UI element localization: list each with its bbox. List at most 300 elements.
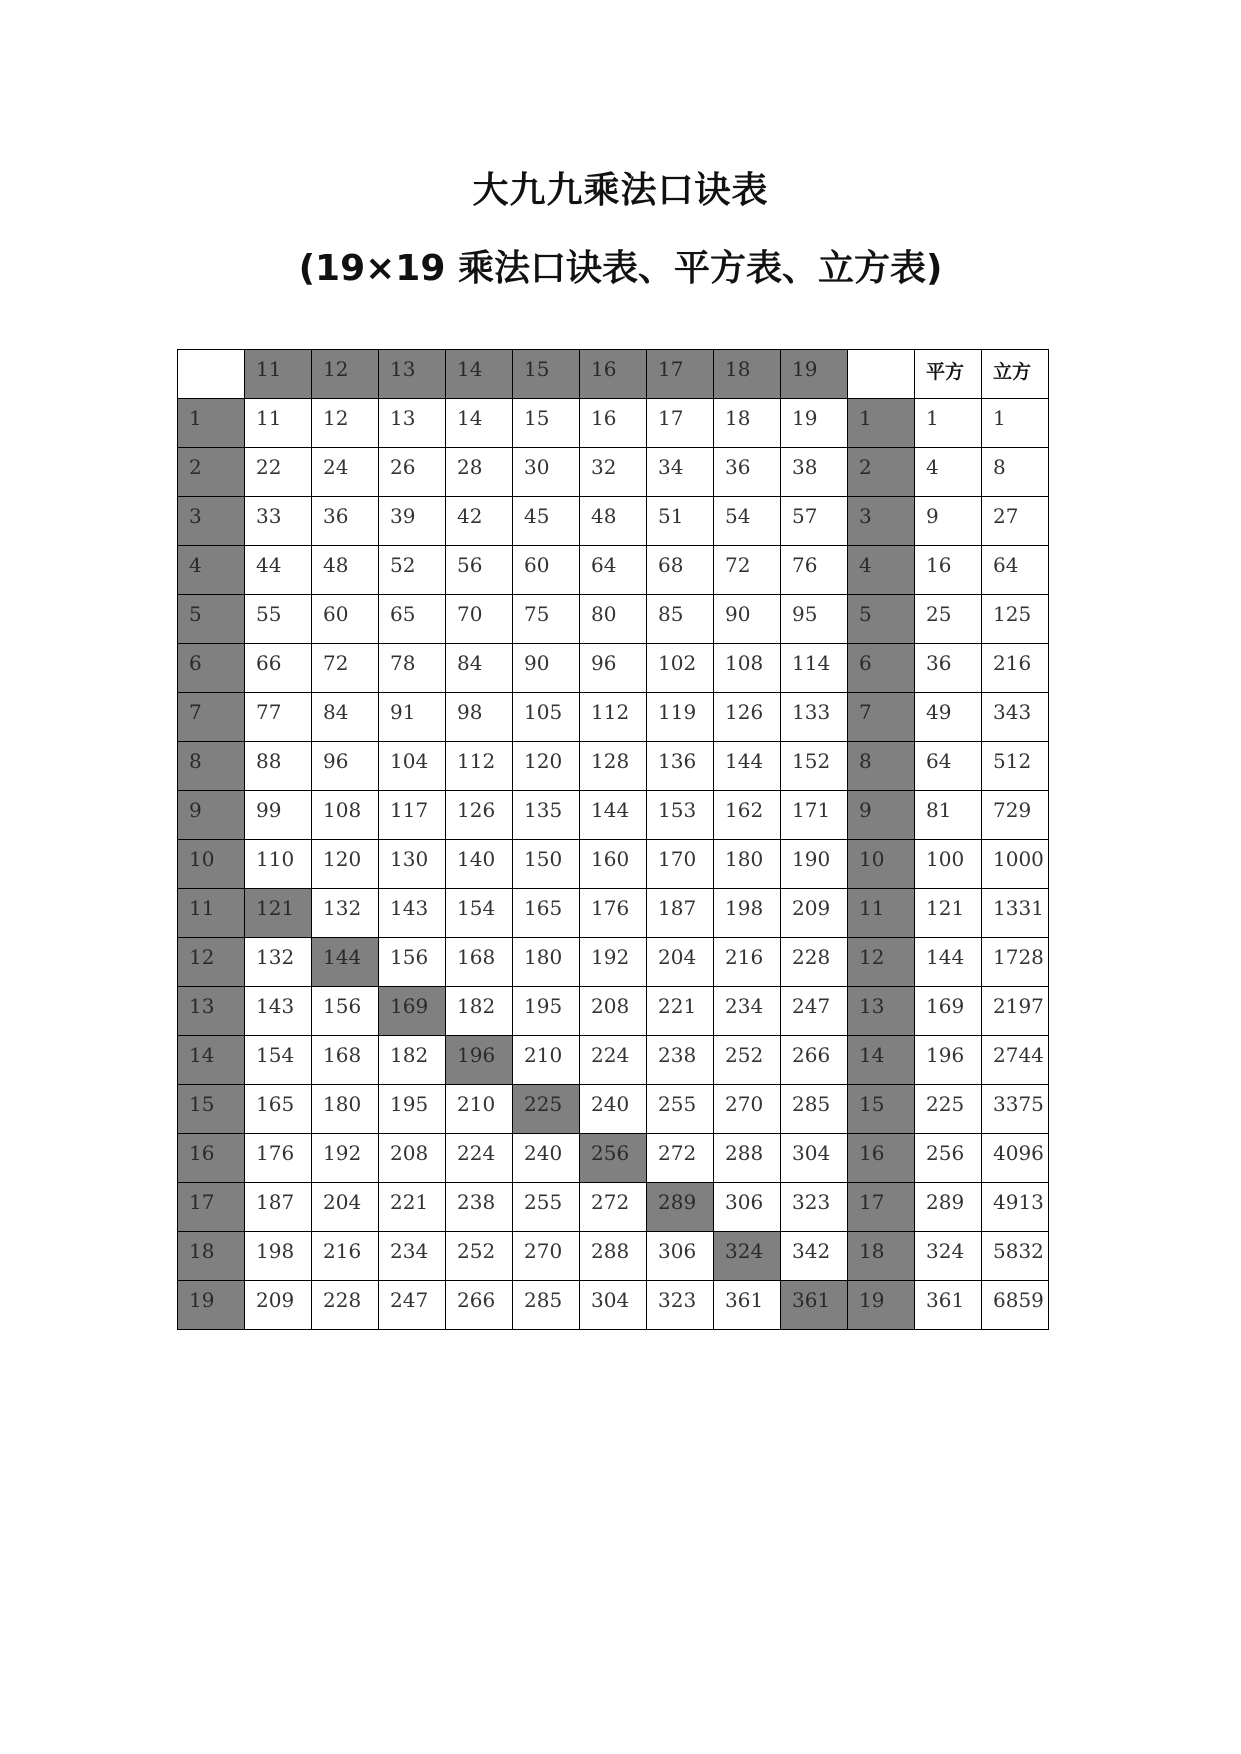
table-cell <box>446 938 513 987</box>
cell-value: 48 <box>591 504 617 528</box>
cell-value: 168 <box>457 945 496 969</box>
table-cell <box>245 546 312 595</box>
cell-value: 13 <box>189 994 215 1018</box>
table-cell <box>245 497 312 546</box>
table-cell <box>178 399 245 448</box>
cell-value: 153 <box>658 798 697 822</box>
table-cell <box>982 1085 1049 1134</box>
table-row <box>178 644 1049 693</box>
table-cell <box>982 693 1049 742</box>
cell-value: 324 <box>725 1239 764 1263</box>
table-cell <box>379 742 446 791</box>
cell-value: 90 <box>524 651 550 675</box>
cell-value: 8 <box>189 749 202 773</box>
table-cell <box>580 644 647 693</box>
cell-value: 8 <box>993 455 1006 479</box>
table-row <box>178 938 1049 987</box>
table-cell <box>647 1183 714 1232</box>
cell-value: 247 <box>792 994 831 1018</box>
table-cell <box>446 1085 513 1134</box>
table-cell <box>446 644 513 693</box>
cell-value: 114 <box>792 651 831 675</box>
cell-value: 85 <box>658 602 684 626</box>
table-cell <box>714 497 781 546</box>
table-cell <box>379 889 446 938</box>
table-cell <box>647 791 714 840</box>
cell-value: 144 <box>323 945 362 969</box>
cell-value: 252 <box>457 1239 496 1263</box>
table-cell <box>781 1232 848 1281</box>
cell-value: 12 <box>189 945 215 969</box>
cell-value: 52 <box>390 553 416 577</box>
cell-value: 252 <box>725 1043 764 1067</box>
table-cell <box>915 644 982 693</box>
table-cell <box>178 987 245 1036</box>
table-cell <box>714 889 781 938</box>
table-cell <box>379 938 446 987</box>
cell-value: 176 <box>591 896 630 920</box>
cell-value: 64 <box>591 553 617 577</box>
cell-value: 108 <box>323 798 362 822</box>
cell-value: 17 <box>189 1190 215 1214</box>
header-cell-text: 14 <box>457 357 483 381</box>
cell-value: 240 <box>591 1092 630 1116</box>
table-cell <box>982 546 1049 595</box>
cell-value: 95 <box>792 602 818 626</box>
header-cell-text: 平方 <box>926 361 965 383</box>
cell-value: 4 <box>859 553 872 577</box>
header-cell-text: 19 <box>792 357 818 381</box>
table-cell <box>446 693 513 742</box>
header-cell-text: 11 <box>256 357 282 381</box>
cell-value: 17 <box>658 406 684 430</box>
table-cell <box>647 938 714 987</box>
table-cell <box>848 938 915 987</box>
cell-value: 224 <box>457 1141 496 1165</box>
table-cell <box>245 1134 312 1183</box>
cell-value: 102 <box>658 651 697 675</box>
cell-value: 15 <box>524 406 550 430</box>
table-cell <box>781 791 848 840</box>
cell-value: 9 <box>926 504 939 528</box>
table-cell <box>178 595 245 644</box>
table-cell <box>915 742 982 791</box>
header-cell-text: 13 <box>390 357 416 381</box>
table-cell <box>647 742 714 791</box>
cell-value: 13 <box>390 406 416 430</box>
table-cell <box>647 1085 714 1134</box>
cell-value: 49 <box>926 700 952 724</box>
table-cell <box>848 595 915 644</box>
table-cell <box>178 693 245 742</box>
table-cell <box>178 448 245 497</box>
cell-value: 32 <box>591 455 617 479</box>
table-cell <box>647 1036 714 1085</box>
cell-value: 4096 <box>993 1141 1044 1165</box>
table-cell <box>982 497 1049 546</box>
table-cell <box>647 987 714 1036</box>
table-cell <box>714 1183 781 1232</box>
table-cell <box>781 644 848 693</box>
header-cell <box>982 350 1049 399</box>
table-cell <box>379 497 446 546</box>
cell-value: 324 <box>926 1239 965 1263</box>
cell-value: 198 <box>725 896 764 920</box>
table-cell <box>312 693 379 742</box>
header-cell <box>513 350 580 399</box>
cell-value: 48 <box>323 553 349 577</box>
cell-value: 225 <box>926 1092 965 1116</box>
table-cell <box>580 840 647 889</box>
table-cell <box>848 644 915 693</box>
cell-value: 1728 <box>993 945 1044 969</box>
cell-value: 105 <box>524 700 563 724</box>
table-cell <box>178 742 245 791</box>
table-cell <box>312 546 379 595</box>
table-cell <box>915 1134 982 1183</box>
table-cell <box>446 742 513 791</box>
table-row <box>178 840 1049 889</box>
table-cell <box>647 1281 714 1330</box>
cell-value: 2197 <box>993 994 1044 1018</box>
cell-value: 44 <box>256 553 282 577</box>
cell-value: 132 <box>256 945 295 969</box>
cell-value: 60 <box>323 602 349 626</box>
table-cell <box>178 1232 245 1281</box>
cell-value: 24 <box>323 455 349 479</box>
cell-value: 288 <box>725 1141 764 1165</box>
cell-value: 68 <box>658 553 684 577</box>
cell-value: 2744 <box>993 1043 1044 1067</box>
cell-value: 126 <box>725 700 764 724</box>
table-cell <box>848 1232 915 1281</box>
cell-value: 81 <box>926 798 952 822</box>
table-cell <box>513 1281 580 1330</box>
table-cell <box>714 742 781 791</box>
table-cell <box>245 693 312 742</box>
cell-value: 256 <box>591 1141 630 1165</box>
table-cell <box>312 1134 379 1183</box>
table-cell <box>781 497 848 546</box>
header-cell <box>714 350 781 399</box>
table-cell <box>446 448 513 497</box>
cell-value: 256 <box>926 1141 965 1165</box>
cell-value: 11 <box>189 896 215 920</box>
cell-value: 72 <box>725 553 751 577</box>
cell-value: 3375 <box>993 1092 1044 1116</box>
table-cell <box>781 742 848 791</box>
table-cell <box>513 595 580 644</box>
table-cell <box>580 742 647 791</box>
cell-value: 11 <box>859 896 885 920</box>
cell-value: 152 <box>792 749 831 773</box>
table-cell <box>647 889 714 938</box>
table-cell <box>714 840 781 889</box>
table-row <box>178 1281 1049 1330</box>
table-cell <box>446 399 513 448</box>
table-cell <box>245 448 312 497</box>
cell-value: 323 <box>658 1288 697 1312</box>
cell-value: 165 <box>256 1092 295 1116</box>
table-cell <box>714 1232 781 1281</box>
table-header-row <box>178 350 1049 399</box>
table-cell <box>848 742 915 791</box>
cell-value: 224 <box>591 1043 630 1067</box>
cell-value: 17 <box>859 1190 885 1214</box>
cell-value: 133 <box>792 700 831 724</box>
cell-value: 13 <box>859 994 885 1018</box>
cell-value: 7 <box>859 700 872 724</box>
cell-value: 228 <box>323 1288 362 1312</box>
cell-value: 78 <box>390 651 416 675</box>
cell-value: 182 <box>457 994 496 1018</box>
cell-value: 112 <box>591 700 630 724</box>
cell-value: 144 <box>725 749 764 773</box>
table-cell <box>513 938 580 987</box>
cell-value: 210 <box>524 1043 563 1067</box>
header-cell <box>379 350 446 399</box>
table-cell <box>982 742 1049 791</box>
table-cell <box>915 889 982 938</box>
cell-value: 209 <box>792 896 831 920</box>
cell-value: 15 <box>189 1092 215 1116</box>
table-cell <box>781 987 848 1036</box>
table-cell <box>580 546 647 595</box>
cell-value: 80 <box>591 602 617 626</box>
cell-value: 132 <box>323 896 362 920</box>
header-cell <box>446 350 513 399</box>
cell-value: 14 <box>859 1043 885 1067</box>
table-cell <box>379 546 446 595</box>
table-cell <box>915 1232 982 1281</box>
header-cell-text: 17 <box>658 357 684 381</box>
cell-value: 26 <box>390 455 416 479</box>
cell-value: 11 <box>256 406 282 430</box>
table-cell <box>647 1134 714 1183</box>
table-cell <box>312 889 379 938</box>
table-cell <box>513 497 580 546</box>
cell-value: 210 <box>457 1092 496 1116</box>
cell-value: 306 <box>725 1190 764 1214</box>
cell-value: 208 <box>591 994 630 1018</box>
table-cell <box>513 840 580 889</box>
table-cell <box>580 987 647 1036</box>
table-cell <box>714 1085 781 1134</box>
table-cell <box>446 1036 513 1085</box>
cell-value: 5 <box>189 602 202 626</box>
table-cell <box>848 987 915 1036</box>
cell-value: 288 <box>591 1239 630 1263</box>
table-cell <box>714 938 781 987</box>
table-cell <box>245 938 312 987</box>
table-cell <box>714 399 781 448</box>
cell-value: 216 <box>993 651 1032 675</box>
table-cell <box>379 1183 446 1232</box>
table-cell <box>781 889 848 938</box>
cell-value: 1331 <box>993 896 1044 920</box>
header-cell-text <box>848 350 914 357</box>
cell-value: 33 <box>256 504 282 528</box>
table-cell <box>848 399 915 448</box>
table-cell <box>245 1085 312 1134</box>
table-cell <box>312 742 379 791</box>
header-cell <box>580 350 647 399</box>
cell-value: 168 <box>323 1043 362 1067</box>
cell-value: 64 <box>993 553 1019 577</box>
cell-value: 22 <box>256 455 282 479</box>
cell-value: 4 <box>926 455 939 479</box>
table-cell <box>982 889 1049 938</box>
cell-value: 195 <box>524 994 563 1018</box>
header-cell <box>848 350 915 399</box>
table-cell <box>379 1232 446 1281</box>
table-cell <box>178 1281 245 1330</box>
cell-value: 192 <box>591 945 630 969</box>
cell-value: 361 <box>792 1288 831 1312</box>
cell-value: 130 <box>390 847 429 871</box>
table-cell <box>513 1085 580 1134</box>
cell-value: 1 <box>993 406 1006 430</box>
table-cell <box>312 987 379 1036</box>
table-cell <box>714 791 781 840</box>
table-cell <box>446 889 513 938</box>
cell-value: 304 <box>591 1288 630 1312</box>
table-row <box>178 1134 1049 1183</box>
cell-value: 209 <box>256 1288 295 1312</box>
cell-value: 228 <box>792 945 831 969</box>
cell-value: 99 <box>256 798 282 822</box>
cell-value: 180 <box>725 847 764 871</box>
cell-value: 1000 <box>993 847 1044 871</box>
table-row <box>178 742 1049 791</box>
table-cell <box>513 693 580 742</box>
cell-value: 5832 <box>993 1239 1044 1263</box>
cell-value: 255 <box>658 1092 697 1116</box>
cell-value: 160 <box>591 847 630 871</box>
cell-value: 198 <box>256 1239 295 1263</box>
cell-value: 36 <box>725 455 751 479</box>
cell-value: 361 <box>725 1288 764 1312</box>
cell-value: 187 <box>658 896 697 920</box>
table-cell <box>848 1085 915 1134</box>
table-row <box>178 1085 1049 1134</box>
cell-value: 72 <box>323 651 349 675</box>
table-cell <box>513 644 580 693</box>
cell-value: 18 <box>859 1239 885 1263</box>
table-cell <box>446 840 513 889</box>
cell-value: 238 <box>457 1190 496 1214</box>
cell-value: 361 <box>926 1288 965 1312</box>
cell-value: 225 <box>524 1092 563 1116</box>
cell-value: 176 <box>256 1141 295 1165</box>
table-cell <box>513 742 580 791</box>
table-cell <box>312 840 379 889</box>
table-cell <box>580 693 647 742</box>
table-cell <box>178 791 245 840</box>
cell-value: 14 <box>457 406 483 430</box>
cell-value: 150 <box>524 847 563 871</box>
table-cell <box>312 595 379 644</box>
table-cell <box>714 1036 781 1085</box>
cell-value: 143 <box>390 896 429 920</box>
table-row <box>178 1232 1049 1281</box>
table-cell <box>982 399 1049 448</box>
cell-value: 19 <box>859 1288 885 1312</box>
table-cell <box>178 938 245 987</box>
cell-value: 57 <box>792 504 818 528</box>
cell-value: 70 <box>457 602 483 626</box>
table-cell <box>580 1183 647 1232</box>
cell-value: 51 <box>658 504 684 528</box>
cell-value: 91 <box>390 700 416 724</box>
cell-value: 4 <box>189 553 202 577</box>
cell-value: 3 <box>859 504 872 528</box>
cell-value: 169 <box>390 994 429 1018</box>
cell-value: 285 <box>792 1092 831 1116</box>
page-subtitle: (19×19 乘法口诀表、平方表、立方表) <box>298 248 943 289</box>
table-cell <box>580 1085 647 1134</box>
table-cell <box>245 742 312 791</box>
cell-value: 240 <box>524 1141 563 1165</box>
cell-value: 76 <box>792 553 818 577</box>
table-cell <box>781 1183 848 1232</box>
table-row <box>178 1183 1049 1232</box>
cell-value: 221 <box>658 994 697 1018</box>
cell-value: 512 <box>993 749 1032 773</box>
table-cell <box>647 595 714 644</box>
header-cell <box>781 350 848 399</box>
cell-value: 16 <box>926 553 952 577</box>
table-cell <box>580 1134 647 1183</box>
cell-value: 6 <box>859 651 872 675</box>
cell-value: 266 <box>457 1288 496 1312</box>
table-cell <box>915 448 982 497</box>
table-cell <box>245 1232 312 1281</box>
cell-value: 12 <box>323 406 349 430</box>
cell-value: 98 <box>457 700 483 724</box>
table-cell <box>915 1036 982 1085</box>
cell-value: 342 <box>792 1239 831 1263</box>
table-cell <box>647 448 714 497</box>
cell-value: 45 <box>524 504 550 528</box>
cell-value: 135 <box>524 798 563 822</box>
cell-value: 234 <box>725 994 764 1018</box>
cell-value: 55 <box>256 602 282 626</box>
cell-value: 204 <box>658 945 697 969</box>
table-cell <box>915 938 982 987</box>
cell-value: 289 <box>926 1190 965 1214</box>
table-cell <box>580 1281 647 1330</box>
table-cell <box>982 1183 1049 1232</box>
cell-value: 19 <box>792 406 818 430</box>
header-cell-text: 16 <box>591 357 617 381</box>
cell-value: 3 <box>189 504 202 528</box>
table-cell <box>714 987 781 1036</box>
table-row <box>178 399 1049 448</box>
cell-value: 125 <box>993 602 1032 626</box>
table-cell <box>580 889 647 938</box>
cell-value: 64 <box>926 749 952 773</box>
cell-value: 6859 <box>993 1288 1044 1312</box>
table-cell <box>982 938 1049 987</box>
cell-value: 270 <box>725 1092 764 1116</box>
table-cell <box>714 693 781 742</box>
cell-value: 140 <box>457 847 496 871</box>
table-cell <box>647 497 714 546</box>
table-cell <box>379 1085 446 1134</box>
table-cell <box>446 497 513 546</box>
table-row <box>178 791 1049 840</box>
